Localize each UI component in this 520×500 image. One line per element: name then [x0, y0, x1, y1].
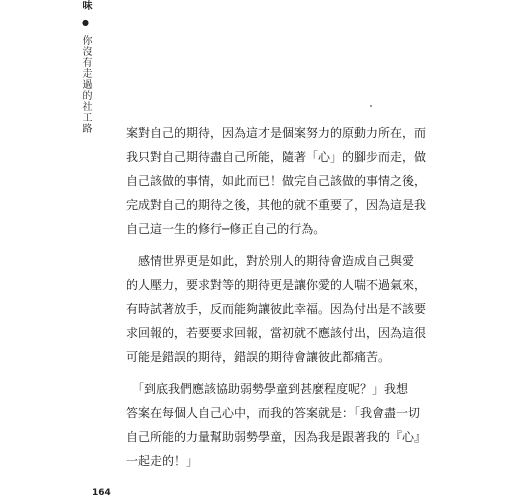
text-line: 答案在每個人自己心中，而我的答案就是：「我會盡一切 — [126, 406, 421, 420]
page-number: 164 — [92, 488, 111, 498]
book-title: 你沒有走過的社工路 — [80, 35, 91, 135]
text-line: 求回報的，若要要求回報，當初就不應該付出，因為這很 — [126, 326, 427, 340]
text-line: 自己該做的事情，如此而已！做完自己該做的事情之後， — [126, 174, 427, 188]
text-line: 一起走的！」 — [126, 454, 199, 468]
text-line: 感情世界更是如此，對於別人的期待會造成自己與愛 — [126, 254, 415, 268]
print-speck — [370, 105, 372, 107]
paragraph-3 — [126, 377, 427, 473]
text-line: 的人壓力，要求對等的期待更是讓你愛的人喘不過氣來， — [126, 278, 427, 292]
bullet-icon: ● — [81, 18, 90, 29]
body-text — [126, 121, 427, 473]
text-line: 自己所能的力量幫助弱勢學童，因為我是跟著我的『心』 — [126, 430, 427, 444]
text-line: 完成對自己的期待之後，其他的就不重要了，因為這是我 — [126, 198, 427, 212]
text-line: 有時試著放手，反而能夠讓彼此幸福。因為付出是不該要 — [126, 302, 427, 316]
running-head-fragment: 味 — [80, 0, 91, 11]
text-line: 案對自己的期待，因為這才是個案努力的原動力所在，而 — [126, 126, 427, 140]
paragraph-gap — [126, 369, 398, 377]
running-head — [73, 0, 91, 134]
paragraph-1 — [126, 121, 427, 241]
text-line: 「到底我們應該協助弱勢學童到甚麼程度呢？」我想 — [126, 382, 409, 396]
paragraph-2 — [126, 249, 427, 369]
text-line: 自己這一生的修行─修正自己的行為。 — [126, 222, 326, 236]
paragraph-gap — [126, 241, 398, 249]
text-line: 可能是錯誤的期待，錯誤的期待會讓彼此都痛苦。 — [126, 350, 391, 364]
text-line: 我只對自己期待盡自己所能，隨著「心」的腳步而走，做 — [126, 150, 427, 164]
